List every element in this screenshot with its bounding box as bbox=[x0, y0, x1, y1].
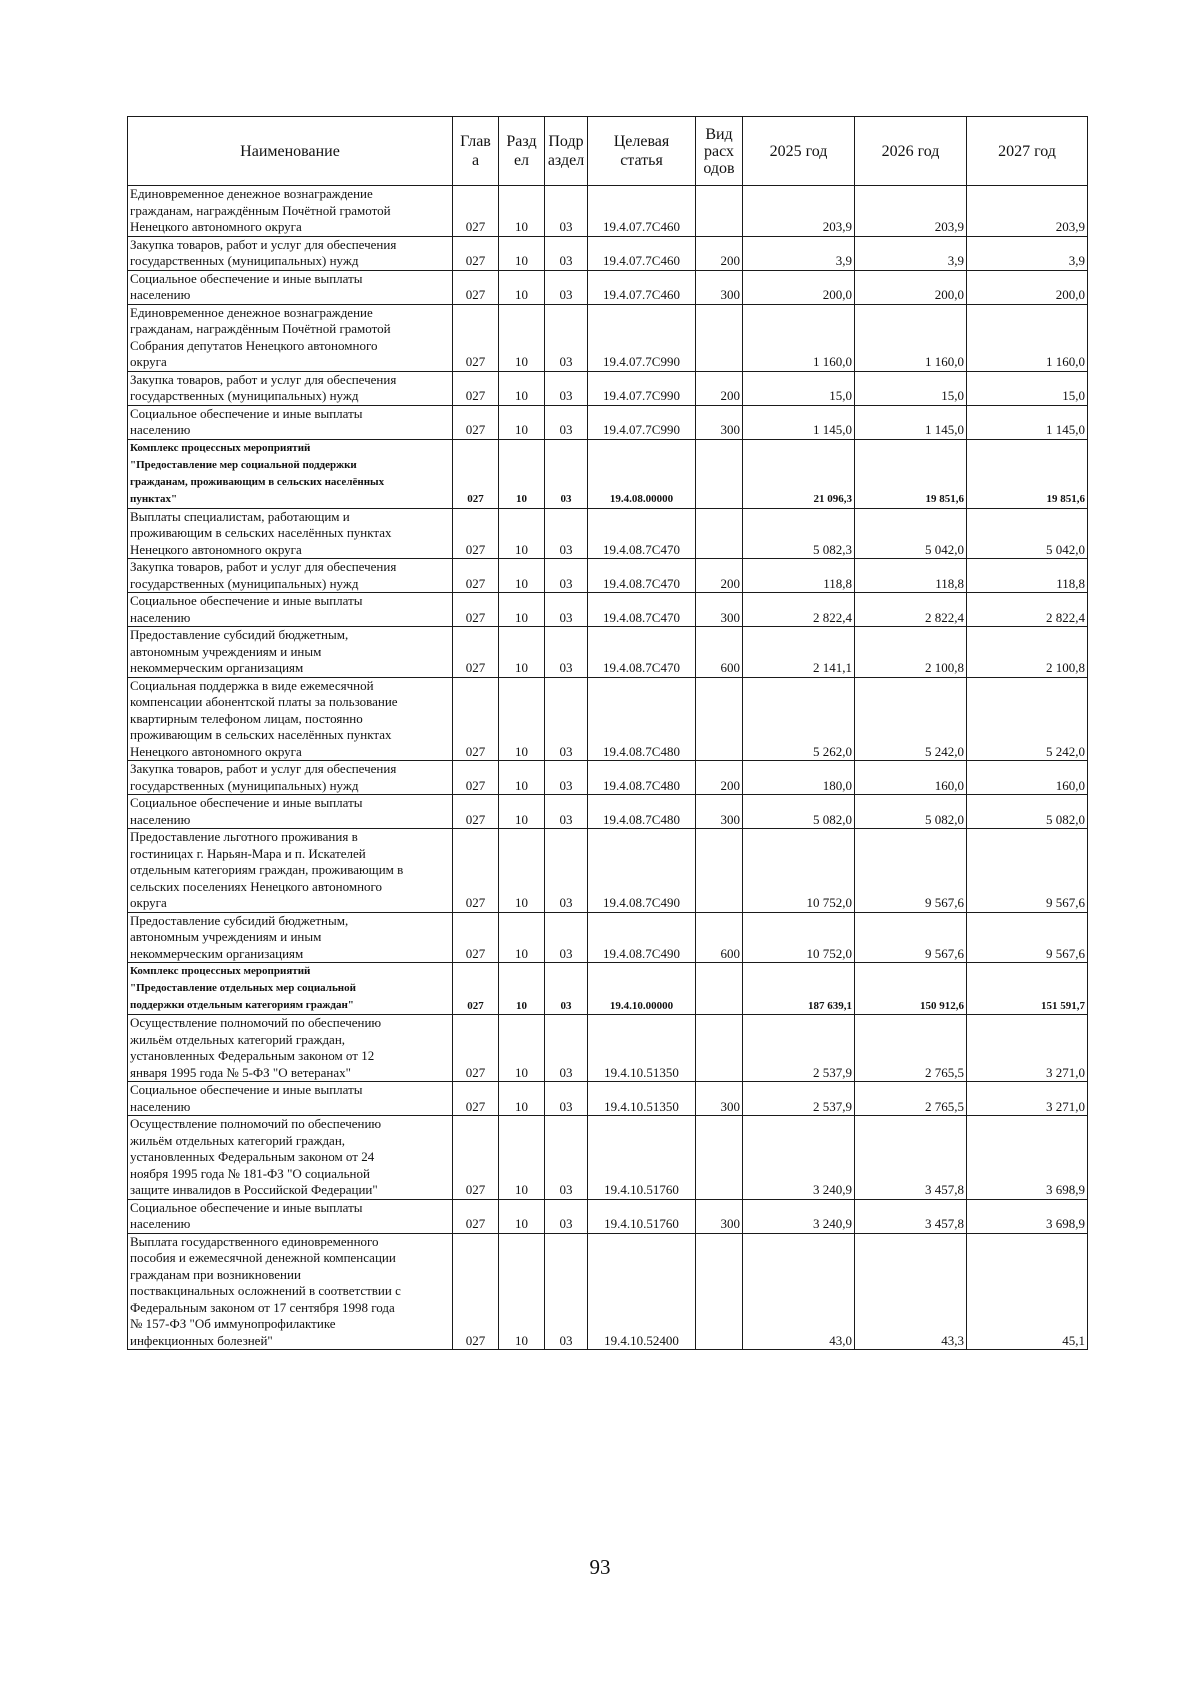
cell-subsection: 03 bbox=[545, 1233, 588, 1350]
cell-2025: 3,9 bbox=[743, 236, 855, 270]
cell-expense-type bbox=[696, 186, 743, 237]
cell-chapter: 027 bbox=[453, 1199, 499, 1233]
cell-section: 10 bbox=[499, 508, 545, 559]
cell-2026: 3 457,8 bbox=[855, 1116, 967, 1200]
cell-expense-type bbox=[696, 677, 743, 761]
cell-section: 10 bbox=[499, 1233, 545, 1350]
table-row bbox=[128, 186, 1088, 237]
cell-expense-type: 600 bbox=[696, 627, 743, 678]
table-row bbox=[128, 1015, 1088, 1082]
cell-name: Единовременное денежное вознаграждение гражданам, награждённым Почётной грамотой Ненецкого автономного округа bbox=[128, 186, 453, 237]
cell-subsection: 03 bbox=[545, 593, 588, 627]
cell-expense-type bbox=[696, 304, 743, 371]
cell-2025: 200,0 bbox=[743, 270, 855, 304]
cell-2025: 5 082,3 bbox=[743, 508, 855, 559]
cell-subsection: 03 bbox=[545, 1015, 588, 1082]
cell-2027: 3 698,9 bbox=[967, 1199, 1088, 1233]
cell-target: 19.4.08.7С470 bbox=[588, 627, 696, 678]
cell-2026: 160,0 bbox=[855, 761, 967, 795]
cell-expense-type: 200 bbox=[696, 371, 743, 405]
cell-2026: 3,9 bbox=[855, 236, 967, 270]
cell-2026: 200,0 bbox=[855, 270, 967, 304]
cell-section: 10 bbox=[499, 1199, 545, 1233]
cell-subsection: 03 bbox=[545, 371, 588, 405]
cell-expense-type: 300 bbox=[696, 1199, 743, 1233]
cell-2027: 3 698,9 bbox=[967, 1116, 1088, 1200]
cell-subsection: 03 bbox=[545, 829, 588, 913]
cell-2027: 5 042,0 bbox=[967, 508, 1088, 559]
cell-chapter: 027 bbox=[453, 405, 499, 439]
cell-2027: 1 145,0 bbox=[967, 405, 1088, 439]
cell-chapter: 027 bbox=[453, 236, 499, 270]
cell-2027: 9 567,6 bbox=[967, 829, 1088, 913]
cell-2027: 45,1 bbox=[967, 1233, 1088, 1350]
cell-expense-type: 300 bbox=[696, 405, 743, 439]
col-header-2026: 2026 год bbox=[855, 117, 967, 186]
cell-2025: 2 822,4 bbox=[743, 593, 855, 627]
cell-2027: 118,8 bbox=[967, 559, 1088, 593]
cell-expense-type: 300 bbox=[696, 270, 743, 304]
cell-2025: 2 537,9 bbox=[743, 1015, 855, 1082]
cell-subsection: 03 bbox=[545, 912, 588, 963]
cell-section: 10 bbox=[499, 270, 545, 304]
cell-2027: 5 242,0 bbox=[967, 677, 1088, 761]
table-row bbox=[128, 439, 1088, 508]
cell-section: 10 bbox=[499, 186, 545, 237]
cell-chapter: 027 bbox=[453, 593, 499, 627]
cell-target: 19.4.08.7С490 bbox=[588, 912, 696, 963]
cell-expense-type bbox=[696, 1116, 743, 1200]
table-row bbox=[128, 304, 1088, 371]
cell-name: Закупка товаров, работ и услуг для обеспечения государственных (муниципальных) нужд bbox=[128, 371, 453, 405]
cell-expense-type bbox=[696, 1015, 743, 1082]
cell-chapter: 027 bbox=[453, 1015, 499, 1082]
col-header-target: Целевая статья bbox=[588, 117, 696, 186]
cell-expense-type bbox=[696, 508, 743, 559]
table-row bbox=[128, 912, 1088, 963]
cell-2027: 1 160,0 bbox=[967, 304, 1088, 371]
cell-2027: 200,0 bbox=[967, 270, 1088, 304]
cell-2026: 9 567,6 bbox=[855, 829, 967, 913]
table-row bbox=[128, 1199, 1088, 1233]
col-header-chapter: Глав а bbox=[453, 117, 499, 186]
cell-2025: 2 141,1 bbox=[743, 627, 855, 678]
header-row bbox=[128, 117, 1088, 186]
cell-section: 10 bbox=[499, 795, 545, 829]
cell-subsection: 03 bbox=[545, 236, 588, 270]
cell-name: Социальное обеспечение и иные выплаты населению bbox=[128, 593, 453, 627]
cell-name: Выплаты специалистам, работающим и проживающим в сельских населённых пунктах Ненецкого автономного округа bbox=[128, 508, 453, 559]
cell-name: Социальное обеспечение и иные выплаты населению bbox=[128, 1082, 453, 1116]
cell-2026: 150 912,6 bbox=[855, 963, 967, 1015]
cell-2027: 9 567,6 bbox=[967, 912, 1088, 963]
cell-subsection: 03 bbox=[545, 627, 588, 678]
table-row bbox=[128, 829, 1088, 913]
cell-name: Закупка товаров, работ и услуг для обеспечения государственных (муниципальных) нужд bbox=[128, 761, 453, 795]
cell-name: Социальная поддержка в виде ежемесячной компенсации абонентской платы за пользование квартирным телефоном лицам, постоянно проживающим в сельских населённых пунктах Ненецкого автономного округа bbox=[128, 677, 453, 761]
cell-expense-type: 300 bbox=[696, 795, 743, 829]
cell-target: 19.4.10.52400 bbox=[588, 1233, 696, 1350]
cell-expense-type: 300 bbox=[696, 593, 743, 627]
cell-2025: 2 537,9 bbox=[743, 1082, 855, 1116]
cell-2025: 180,0 bbox=[743, 761, 855, 795]
cell-subsection: 03 bbox=[545, 186, 588, 237]
cell-target: 19.4.08.7С490 bbox=[588, 829, 696, 913]
cell-subsection: 03 bbox=[545, 677, 588, 761]
cell-target: 19.4.07.7С460 bbox=[588, 236, 696, 270]
cell-2026: 9 567,6 bbox=[855, 912, 967, 963]
col-header-name: Наименование bbox=[128, 117, 453, 186]
page-number: 93 bbox=[589, 1555, 611, 1579]
cell-section: 10 bbox=[499, 677, 545, 761]
cell-chapter: 027 bbox=[453, 371, 499, 405]
cell-chapter: 027 bbox=[453, 1116, 499, 1200]
cell-section: 10 bbox=[499, 236, 545, 270]
cell-section: 10 bbox=[499, 304, 545, 371]
table-row bbox=[128, 559, 1088, 593]
cell-2026: 2 100,8 bbox=[855, 627, 967, 678]
cell-chapter: 027 bbox=[453, 912, 499, 963]
cell-2025: 10 752,0 bbox=[743, 912, 855, 963]
cell-section: 10 bbox=[499, 593, 545, 627]
cell-chapter: 027 bbox=[453, 508, 499, 559]
cell-2027: 160,0 bbox=[967, 761, 1088, 795]
table-row bbox=[128, 371, 1088, 405]
cell-subsection: 03 bbox=[545, 270, 588, 304]
cell-2025: 3 240,9 bbox=[743, 1116, 855, 1200]
table-row bbox=[128, 1082, 1088, 1116]
cell-2027: 3 271,0 bbox=[967, 1082, 1088, 1116]
table-row bbox=[128, 963, 1088, 1015]
cell-target: 19.4.08.7С470 bbox=[588, 593, 696, 627]
table-row bbox=[128, 795, 1088, 829]
cell-expense-type: 600 bbox=[696, 912, 743, 963]
table-row bbox=[128, 270, 1088, 304]
cell-subsection: 03 bbox=[545, 1199, 588, 1233]
cell-name: Выплата государственного единовременного пособия и ежемесячной денежной компенсации гражданам при возникновении поствакцинальных осложнений в соответствии с Федеральным законом от 17 сентября 1998 года № 157-ФЗ "Об иммунопрофилактике инфекционных болезней" bbox=[128, 1233, 453, 1350]
cell-chapter: 027 bbox=[453, 627, 499, 678]
cell-2025: 187 639,1 bbox=[743, 963, 855, 1015]
cell-2026: 5 042,0 bbox=[855, 508, 967, 559]
cell-chapter: 027 bbox=[453, 963, 499, 1015]
cell-subsection: 03 bbox=[545, 304, 588, 371]
cell-2027: 203,9 bbox=[967, 186, 1088, 237]
cell-expense-type bbox=[696, 963, 743, 1015]
cell-target: 19.4.08.7С480 bbox=[588, 761, 696, 795]
cell-name: Осуществление полномочий по обеспечению жильём отдельных категорий граждан, установленных Федеральным законом от 24 ноября 1995 года № 181-ФЗ "О социальной защите инвалидов в Российской Федерации" bbox=[128, 1116, 453, 1200]
cell-2025: 43,0 bbox=[743, 1233, 855, 1350]
cell-chapter: 027 bbox=[453, 270, 499, 304]
cell-expense-type: 200 bbox=[696, 236, 743, 270]
cell-name: Комплекс процессных мероприятий "Предоставление отдельных мер социальной поддержки отдельным категориям граждан" bbox=[128, 963, 453, 1015]
cell-2026: 3 457,8 bbox=[855, 1199, 967, 1233]
cell-chapter: 027 bbox=[453, 761, 499, 795]
cell-expense-type: 300 bbox=[696, 1082, 743, 1116]
cell-name: Предоставление субсидий бюджетным, автономным учреждениям и иным некоммерческим организациям bbox=[128, 912, 453, 963]
cell-target: 19.4.10.51350 bbox=[588, 1082, 696, 1116]
cell-2027: 5 082,0 bbox=[967, 795, 1088, 829]
col-header-subsection: Подр аздел bbox=[545, 117, 588, 186]
cell-2025: 5 082,0 bbox=[743, 795, 855, 829]
cell-target: 19.4.07.7С990 bbox=[588, 304, 696, 371]
cell-chapter: 027 bbox=[453, 829, 499, 913]
cell-section: 10 bbox=[499, 963, 545, 1015]
cell-target: 19.4.08.7С470 bbox=[588, 559, 696, 593]
table-row bbox=[128, 761, 1088, 795]
table-row bbox=[128, 236, 1088, 270]
cell-name: Социальное обеспечение и иные выплаты населению bbox=[128, 270, 453, 304]
cell-2027: 15,0 bbox=[967, 371, 1088, 405]
cell-2027: 2 100,8 bbox=[967, 627, 1088, 678]
col-header-section: Разд ел bbox=[499, 117, 545, 186]
cell-subsection: 03 bbox=[545, 795, 588, 829]
cell-chapter: 027 bbox=[453, 559, 499, 593]
cell-chapter: 027 bbox=[453, 1233, 499, 1350]
cell-expense-type bbox=[696, 439, 743, 508]
cell-expense-type: 200 bbox=[696, 559, 743, 593]
cell-2026: 19 851,6 bbox=[855, 439, 967, 508]
table-row bbox=[128, 508, 1088, 559]
cell-subsection: 03 bbox=[545, 1082, 588, 1116]
cell-subsection: 03 bbox=[545, 405, 588, 439]
cell-2026: 1 160,0 bbox=[855, 304, 967, 371]
cell-section: 10 bbox=[499, 1082, 545, 1116]
cell-2025: 203,9 bbox=[743, 186, 855, 237]
cell-target: 19.4.10.00000 bbox=[588, 963, 696, 1015]
cell-2025: 1 160,0 bbox=[743, 304, 855, 371]
table-row bbox=[128, 627, 1088, 678]
cell-name: Предоставление субсидий бюджетным, автономным учреждениям и иным некоммерческим организациям bbox=[128, 627, 453, 678]
cell-expense-type bbox=[696, 829, 743, 913]
col-header-2025: 2025 год bbox=[743, 117, 855, 186]
table-row bbox=[128, 593, 1088, 627]
cell-section: 10 bbox=[499, 1116, 545, 1200]
cell-name: Единовременное денежное вознаграждение гражданам, награждённым Почётной грамотой Собрания депутатов Ненецкого автономного округа bbox=[128, 304, 453, 371]
cell-expense-type: 200 bbox=[696, 761, 743, 795]
cell-name: Закупка товаров, работ и услуг для обеспечения государственных (муниципальных) нужд bbox=[128, 236, 453, 270]
table-row bbox=[128, 405, 1088, 439]
cell-2027: 19 851,6 bbox=[967, 439, 1088, 508]
cell-target: 19.4.07.7С460 bbox=[588, 186, 696, 237]
cell-2026: 5 242,0 bbox=[855, 677, 967, 761]
cell-2025: 5 262,0 bbox=[743, 677, 855, 761]
cell-target: 19.4.07.7С990 bbox=[588, 371, 696, 405]
cell-2026: 2 822,4 bbox=[855, 593, 967, 627]
cell-2026: 15,0 bbox=[855, 371, 967, 405]
cell-subsection: 03 bbox=[545, 761, 588, 795]
cell-2027: 3 271,0 bbox=[967, 1015, 1088, 1082]
cell-2026: 118,8 bbox=[855, 559, 967, 593]
cell-2025: 10 752,0 bbox=[743, 829, 855, 913]
cell-chapter: 027 bbox=[453, 439, 499, 508]
cell-chapter: 027 bbox=[453, 1082, 499, 1116]
cell-name: Предоставление льготного проживания в гостиницах г. Нарьян-Мара и п. Искателей отдельным категориям граждан, проживающим в сельских поселениях Ненецкого автономного округа bbox=[128, 829, 453, 913]
cell-expense-type bbox=[696, 1233, 743, 1350]
cell-2027: 151 591,7 bbox=[967, 963, 1088, 1015]
cell-section: 10 bbox=[499, 761, 545, 795]
cell-2026: 203,9 bbox=[855, 186, 967, 237]
cell-2026: 43,3 bbox=[855, 1233, 967, 1350]
cell-target: 19.4.08.00000 bbox=[588, 439, 696, 508]
cell-section: 10 bbox=[499, 829, 545, 913]
cell-section: 10 bbox=[499, 559, 545, 593]
cell-2026: 1 145,0 bbox=[855, 405, 967, 439]
cell-subsection: 03 bbox=[545, 1116, 588, 1200]
col-header-2027: 2027 год bbox=[967, 117, 1088, 186]
table-row bbox=[128, 677, 1088, 761]
cell-name: Комплекс процессных мероприятий "Предоставление мер социальной поддержки гражданам, проживающим в сельских населённых пунктах" bbox=[128, 439, 453, 508]
cell-section: 10 bbox=[499, 439, 545, 508]
cell-2027: 2 822,4 bbox=[967, 593, 1088, 627]
cell-subsection: 03 bbox=[545, 508, 588, 559]
cell-subsection: 03 bbox=[545, 439, 588, 508]
cell-target: 19.4.07.7С990 bbox=[588, 405, 696, 439]
cell-name: Социальное обеспечение и иные выплаты населению bbox=[128, 1199, 453, 1233]
cell-section: 10 bbox=[499, 627, 545, 678]
cell-name: Социальное обеспечение и иные выплаты населению bbox=[128, 405, 453, 439]
cell-chapter: 027 bbox=[453, 304, 499, 371]
cell-2025: 15,0 bbox=[743, 371, 855, 405]
cell-2025: 3 240,9 bbox=[743, 1199, 855, 1233]
cell-target: 19.4.10.51350 bbox=[588, 1015, 696, 1082]
cell-name: Закупка товаров, работ и услуг для обеспечения государственных (муниципальных) нужд bbox=[128, 559, 453, 593]
cell-section: 10 bbox=[499, 371, 545, 405]
cell-2026: 2 765,5 bbox=[855, 1015, 967, 1082]
cell-chapter: 027 bbox=[453, 186, 499, 237]
table-row bbox=[128, 1233, 1088, 1350]
cell-2025: 118,8 bbox=[743, 559, 855, 593]
cell-target: 19.4.07.7С460 bbox=[588, 270, 696, 304]
budget-table bbox=[127, 116, 1088, 1350]
cell-name: Осуществление полномочий по обеспечению жильём отдельных категорий граждан, установленных Федеральным законом от 12 января 1995 года № 5-ФЗ "О ветеранах" bbox=[128, 1015, 453, 1082]
cell-target: 19.4.10.51760 bbox=[588, 1116, 696, 1200]
cell-section: 10 bbox=[499, 405, 545, 439]
cell-section: 10 bbox=[499, 1015, 545, 1082]
cell-chapter: 027 bbox=[453, 795, 499, 829]
cell-target: 19.4.08.7С470 bbox=[588, 508, 696, 559]
cell-2025: 21 096,3 bbox=[743, 439, 855, 508]
col-header-expense-type: Вид расх одов bbox=[696, 117, 743, 186]
cell-name: Социальное обеспечение и иные выплаты населению bbox=[128, 795, 453, 829]
cell-target: 19.4.08.7С480 bbox=[588, 795, 696, 829]
cell-2026: 2 765,5 bbox=[855, 1082, 967, 1116]
cell-2026: 5 082,0 bbox=[855, 795, 967, 829]
cell-2025: 1 145,0 bbox=[743, 405, 855, 439]
cell-chapter: 027 bbox=[453, 677, 499, 761]
cell-subsection: 03 bbox=[545, 963, 588, 1015]
cell-2027: 3,9 bbox=[967, 236, 1088, 270]
cell-section: 10 bbox=[499, 912, 545, 963]
cell-target: 19.4.08.7С480 bbox=[588, 677, 696, 761]
table-row bbox=[128, 1116, 1088, 1200]
cell-target: 19.4.10.51760 bbox=[588, 1199, 696, 1233]
cell-subsection: 03 bbox=[545, 559, 588, 593]
